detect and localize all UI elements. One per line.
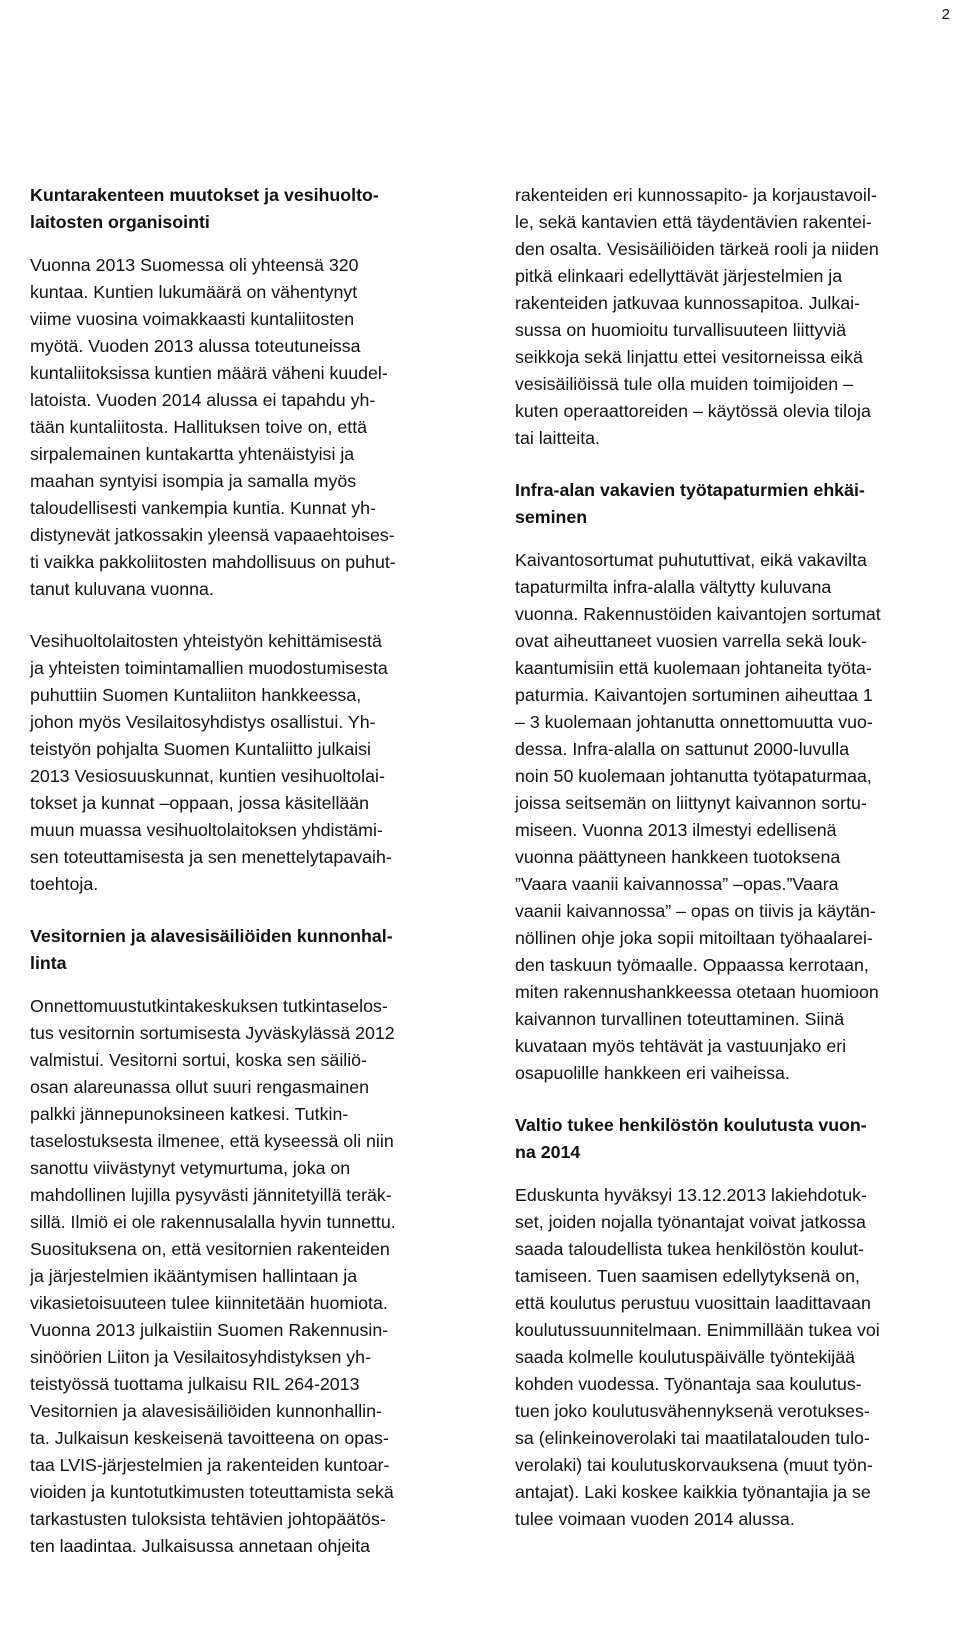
text-line: Vuonna 2013 julkaistiin Suomen Rakennusin- bbox=[30, 1320, 389, 1340]
text-line: kuten operaattoreiden – käytössä olevia tiloja bbox=[515, 401, 871, 421]
text-line: valmistui. Vesitorni sortui, koska sen säiliö- bbox=[30, 1050, 367, 1070]
text-line: tapaturmilta infra-alalla vältytty kuluvana bbox=[515, 577, 832, 597]
text-line: na 2014 bbox=[515, 1142, 581, 1162]
text-line: muun muassa vesihuoltolaitoksen yhdistämi- bbox=[30, 820, 383, 840]
text-line: osan alareunassa ollut suuri rengasmainen bbox=[30, 1077, 370, 1097]
text-line: sussa on huomioitu turvallisuuteen liittyviä bbox=[515, 320, 847, 340]
text-line: taloudellisesti vankempia kuntia. Kunnat yh- bbox=[30, 498, 376, 518]
text-line: verolaki) tai koulutuskorvauksena (muut työn- bbox=[515, 1455, 873, 1475]
right-column bbox=[515, 182, 927, 1533]
text-line: koulutussuunnitelmaan. Enimmillään tukea voi bbox=[515, 1320, 880, 1340]
text-line: sirpalemainen kuntakartta yhtenäistyisi ja bbox=[30, 444, 355, 464]
text-line: laitosten organisointi bbox=[30, 212, 210, 232]
text-line: Vesitornien ja alavesisäiliöiden kunnonhallin- bbox=[30, 1401, 382, 1421]
text-line: Vesitornien ja alavesisäiliöiden kunnonhal- bbox=[30, 926, 393, 946]
section-heading bbox=[515, 477, 927, 531]
text-line: Suosituksena on, että vesitornien rakenteiden bbox=[30, 1239, 390, 1259]
text-line: tarkastusten tuloksista tehtävien johtopäätös- bbox=[30, 1509, 386, 1529]
text-line: den taskuun työmaalle. Oppaassa kerrotaan, bbox=[515, 955, 869, 975]
text-line: tulee voimaan vuoden 2014 alussa. bbox=[515, 1509, 795, 1529]
text-line: johon myös Vesilaitosyhdistys osallistui. Yh- bbox=[30, 712, 376, 732]
text-line: tuen joko koulutusvähennyksenä verotukses- bbox=[515, 1401, 870, 1421]
text-line: Eduskunta hyväksyi 13.12.2013 lakiehdotuk- bbox=[515, 1185, 867, 1205]
page-number: 2 bbox=[941, 6, 950, 23]
text-line: vesisäiliöissä tule olla muiden toimijoiden – bbox=[515, 374, 854, 394]
text-line: ovat aiheuttaneet vuosien varrella sekä louk- bbox=[515, 631, 867, 651]
paragraph bbox=[30, 252, 430, 603]
text-line: teistyössä tuottama julkaisu RIL 264-2013 bbox=[30, 1374, 360, 1394]
text-line: vaanii kaivannossa” – opas on tiivis ja käytän- bbox=[515, 901, 876, 921]
text-line: paturmia. Kaivantojen sortuminen aiheuttaa 1 bbox=[515, 685, 873, 705]
text-line: rakenteiden eri kunnossapito- ja korjaustavoil- bbox=[515, 185, 877, 205]
text-line: kuntaliitoksissa kuntien määrä väheni kuudel- bbox=[30, 363, 388, 383]
text-line: taa LVIS-järjestelmien ja rakenteiden kuntoar- bbox=[30, 1455, 390, 1475]
text-line: noin 50 kuolemaan johtanutta työtapaturmaa, bbox=[515, 766, 872, 786]
text-line: antajat). Laki koskee kaikkia työnantajia ja se bbox=[515, 1482, 871, 1502]
text-line: maahan syntyisi isompia ja samalla myös bbox=[30, 471, 357, 491]
text-line: myötä. Vuoden 2013 alussa toteutuneissa bbox=[30, 336, 361, 356]
text-line: linta bbox=[30, 953, 67, 973]
text-line: nöllinen ohje joka sopii mitoiltaan työhaalarei- bbox=[515, 928, 873, 948]
text-line: miseen. Vuonna 2013 ilmestyi edellisenä bbox=[515, 820, 837, 840]
text-line: Kaivantosortumat puhututtivat, eikä vakavilta bbox=[515, 550, 867, 570]
text-line: että koulutus perustuu vuosittain laadittavaan bbox=[515, 1293, 871, 1313]
text-line: sen toteuttamisesta ja sen menettelytapavaih- bbox=[30, 847, 392, 867]
text-line: seminen bbox=[515, 507, 588, 527]
text-line: tokset ja kunnat –oppaan, jossa käsitellään bbox=[30, 793, 370, 813]
text-line: palkki jännepunoksineen katkesi. Tutkin- bbox=[30, 1104, 349, 1124]
text-line: tamiseen. Tuen saamisen edellytyksenä on, bbox=[515, 1266, 860, 1286]
text-line: Valtio tukee henkilöstön koulutusta vuon- bbox=[515, 1115, 867, 1135]
text-line: den osalta. Vesisäiliöiden tärkeä rooli ja niiden bbox=[515, 239, 879, 259]
text-line: – 3 kuolemaan johtanutta onnettomuutta vuo- bbox=[515, 712, 873, 732]
text-line: le, sekä kantavien että täydentävien rakentei- bbox=[515, 212, 872, 232]
text-line: ja yhteisten toimintamallien muodostumisesta bbox=[30, 658, 388, 678]
text-line: saada taloudellista tukea henkilöstön koulut- bbox=[515, 1239, 864, 1259]
text-line: Vesihuoltolaitosten yhteistyön kehittämisestä bbox=[30, 631, 382, 651]
paragraph bbox=[30, 993, 430, 1560]
text-line: vioiden ja kuntotutkimusten toteuttamista sekä bbox=[30, 1482, 394, 1502]
text-line: puhuttiin Suomen Kuntaliiton hankkeessa, bbox=[30, 685, 362, 705]
text-line: distynevät jatkossakin yleensä vapaaehtoises- bbox=[30, 525, 395, 545]
paragraph bbox=[515, 547, 927, 1087]
text-line: ”Vaara vaanii kaivannossa” –opas.”Vaara bbox=[515, 874, 839, 894]
paragraph bbox=[515, 182, 927, 452]
text-line: sa (elinkeinoverolaki tai maatilatalouden tulo- bbox=[515, 1428, 870, 1448]
text-line: saada kolmelle koulutuspäivälle työntekijää bbox=[515, 1347, 856, 1367]
text-line: kaivannon turvallinen toteuttaminen. Siinä bbox=[515, 1009, 845, 1029]
text-line: ten laadintaa. Julkaisussa annetaan ohjeita bbox=[30, 1536, 371, 1556]
text-line: latoista. Vuoden 2014 alussa ei tapahdu yh- bbox=[30, 390, 376, 410]
text-line: Infra-alan vakavien työtapaturmien ehkäi- bbox=[515, 480, 865, 500]
text-line: miten rakennushankkeessa otetaan huomioon bbox=[515, 982, 879, 1002]
section-heading bbox=[30, 182, 430, 236]
text-line: rakenteiden jatkuvaa kunnossapitoa. Julkai- bbox=[515, 293, 860, 313]
text-line: dessa. Infra-alalla on sattunut 2000-luvulla bbox=[515, 739, 850, 759]
text-line: kaantumisiin että kuolemaan johtaneita työta- bbox=[515, 658, 872, 678]
text-line: taselostuksesta ilmenee, että kyseessä oli niin bbox=[30, 1131, 394, 1151]
text-line: kuntaa. Kuntien lukumäärä on vähentynyt bbox=[30, 282, 358, 302]
text-line: joissa seitsemän on liittynyt kaivannon sortu- bbox=[515, 793, 867, 813]
text-line: ta. Julkaisun keskeisenä tavoitteena on opas- bbox=[30, 1428, 389, 1448]
text-line: osapuolille hankkeen eri vaiheissa. bbox=[515, 1063, 790, 1083]
text-line: sillä. Ilmiö ei ole rakennusalalla hyvin tunnettu. bbox=[30, 1212, 396, 1232]
text-line: Kuntarakenteen muutokset ja vesihuolto- bbox=[30, 185, 379, 205]
text-line: vuonna. Rakennustöiden kaivantojen sortumat bbox=[515, 604, 881, 624]
paragraph bbox=[515, 1182, 927, 1533]
text-line: vikasietoisuuteen tulee kiinnitetään huomiota. bbox=[30, 1293, 388, 1313]
section-heading bbox=[515, 1112, 927, 1166]
text-line: kohden vuodessa. Työnantaja saa koulutus- bbox=[515, 1374, 862, 1394]
text-line: vuonna päättyneen hankkeen tuotoksena bbox=[515, 847, 841, 867]
text-line: viime vuosina voimakkaasti kuntaliitosten bbox=[30, 309, 355, 329]
text-line: mahdollinen lujilla pysyvästi jännitetyillä teräk- bbox=[30, 1185, 392, 1205]
paragraph bbox=[30, 628, 430, 898]
text-line: Onnettomuustutkintakeskuksen tutkintaselos- bbox=[30, 996, 388, 1016]
text-line: pitkä elinkaari edellyttävät järjestelmien ja bbox=[515, 266, 843, 286]
text-line: toehtoja. bbox=[30, 874, 99, 894]
text-line: Vuonna 2013 Suomessa oli yhteensä 320 bbox=[30, 255, 359, 275]
section-heading bbox=[30, 923, 430, 977]
text-line: tään kuntaliitosta. Hallituksen toive on, että bbox=[30, 417, 368, 437]
text-line: tai laitteita. bbox=[515, 428, 600, 448]
left-column bbox=[30, 182, 430, 1560]
text-line: tanut kuluvana vuonna. bbox=[30, 579, 214, 599]
text-line: ti vaikka pakkoliitosten mahdollisuus on puhut- bbox=[30, 552, 396, 572]
text-line: kuvataan myös tehtävät ja vastuunjako eri bbox=[515, 1036, 847, 1056]
text-line: tus vesitornin sortumisesta Jyväskylässä 2012 bbox=[30, 1023, 395, 1043]
text-line: 2013 Vesiosuuskunnat, kuntien vesihuoltolai- bbox=[30, 766, 385, 786]
text-line: sanottu viivästynyt vetymurtuma, joka on bbox=[30, 1158, 351, 1178]
text-line: sinöörien Liiton ja Vesilaitosyhdistyksen yh- bbox=[30, 1347, 371, 1367]
text-line: seikkoja sekä linjattu ettei vesitorneissa eikä bbox=[515, 347, 863, 367]
text-line: set, joiden nojalla työnantajat voivat jatkossa bbox=[515, 1212, 866, 1232]
text-line: ja järjestelmien ikääntymisen hallintaan ja bbox=[30, 1266, 358, 1286]
text-line: teistyön pohjalta Suomen Kuntaliitto julkaisi bbox=[30, 739, 372, 759]
